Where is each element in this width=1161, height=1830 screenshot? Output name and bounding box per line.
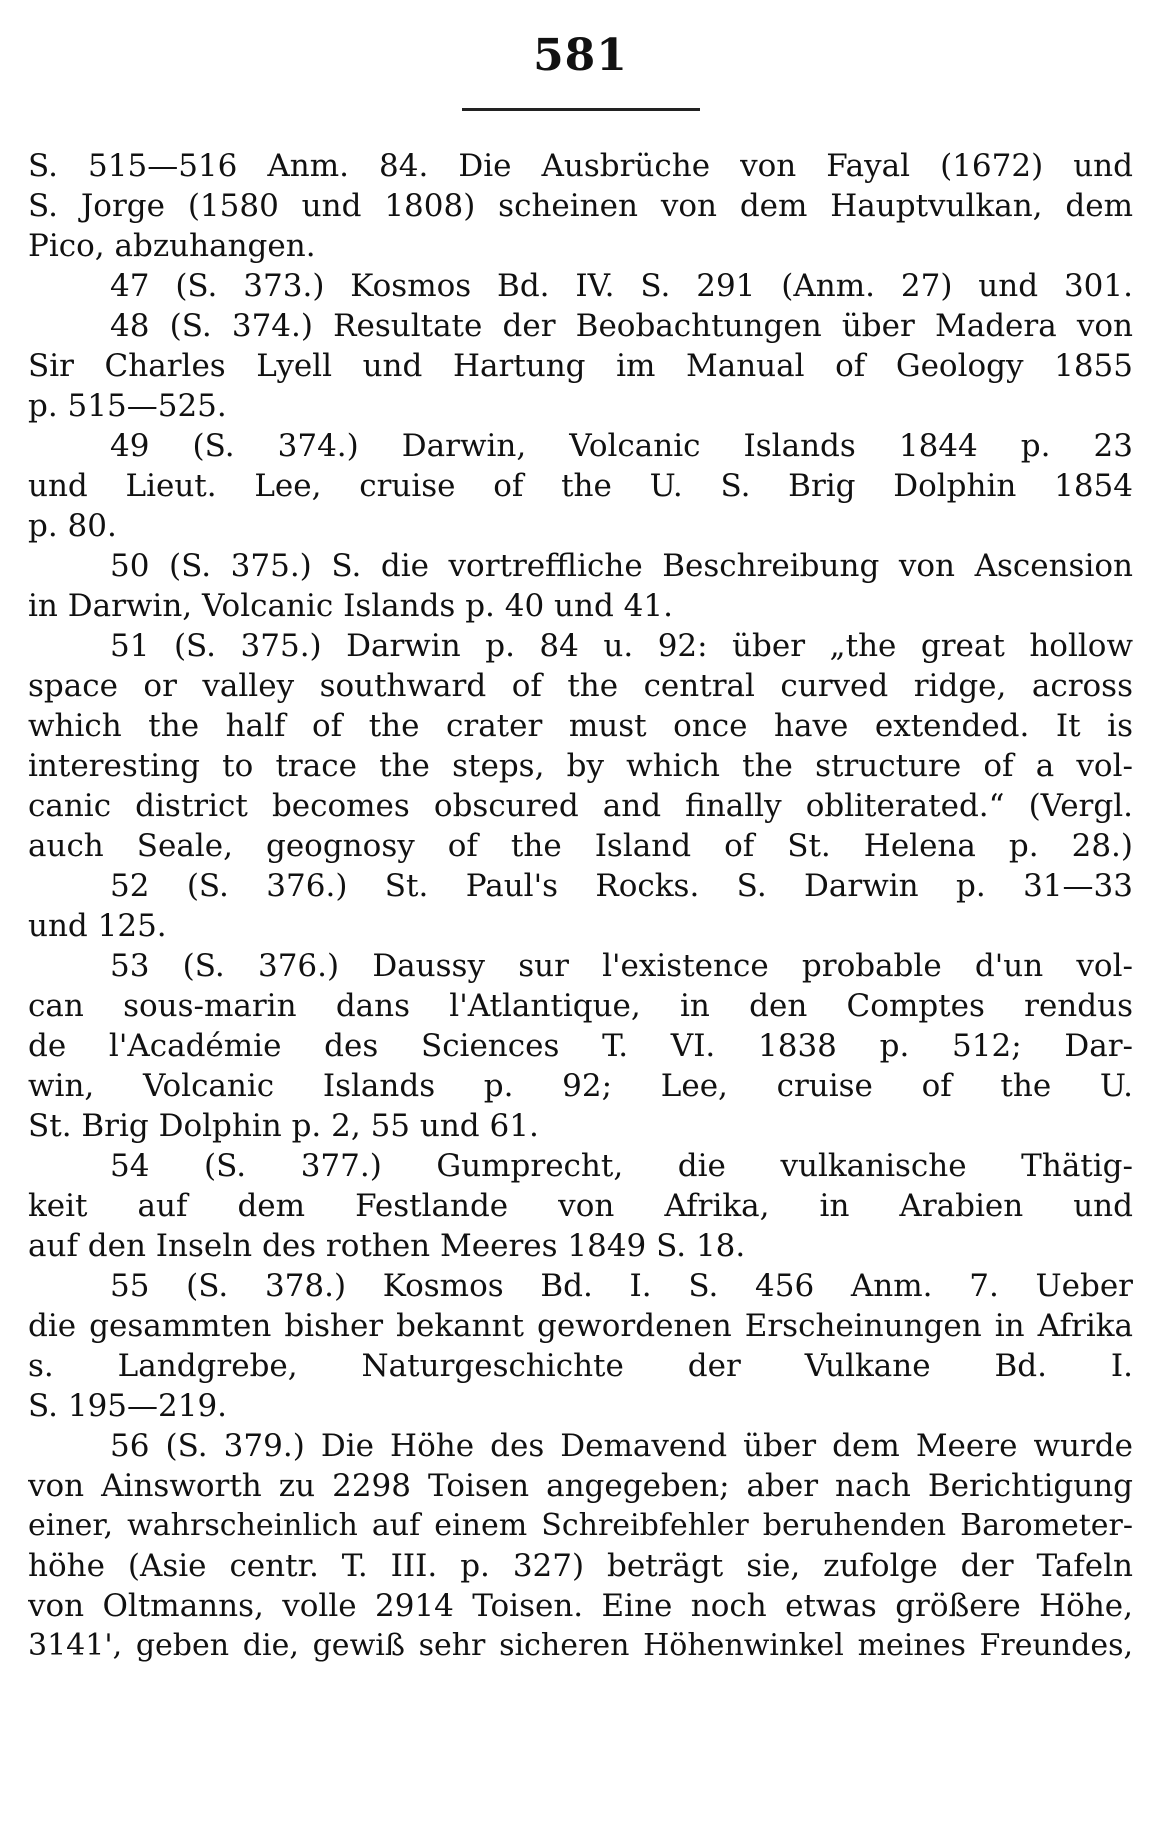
page-number: 581 <box>533 30 628 81</box>
text-line: 47 (S. 373.) Kosmos Bd. IV. S. 291 (Anm. 27) und 301. <box>110 268 1133 304</box>
text-line: und 125. <box>28 908 167 944</box>
text-line: Pico, abzuhangen. <box>28 228 316 264</box>
text-line: keit auf dem Festlande von Afrika, in Arabien und <box>28 1188 1133 1224</box>
text-line: auch Seale, geognosy of the Island of St. Helena p. 28.) <box>28 828 1133 864</box>
text-line: 3141', geben die, gewiß sehr sicheren Höhenwinkel meines Freundes, <box>28 1628 1133 1663</box>
text-line: 54 (S. 377.) Gumprecht, die vulkanische Thätig- <box>110 1148 1133 1184</box>
text-line: 51 (S. 375.) Darwin p. 84 u. 92: über „the great hollow <box>110 628 1133 664</box>
text-line: can sous-marin dans l'Atlantique, in den Comptes rendus <box>28 988 1133 1024</box>
text-line: 56 (S. 379.) Die Höhe des Demavend über dem Meere wurde <box>110 1428 1133 1464</box>
text-line: 49 (S. 374.) Darwin, Volcanic Islands 1844 p. 23 <box>110 428 1133 464</box>
text-line: de l'Académie des Sciences T. VI. 1838 p. 512; Dar- <box>28 1028 1133 1064</box>
text-line: 52 (S. 376.) St. Paul's Rocks. S. Darwin p. 31—33 <box>110 868 1133 904</box>
text-line: p. 80. <box>28 508 117 544</box>
text-line: und Lieut. Lee, cruise of the U. S. Brig Dolphin 1854 <box>28 468 1133 504</box>
text-line: 55 (S. 378.) Kosmos Bd. I. S. 456 Anm. 7. Ueber <box>110 1268 1133 1304</box>
text-line: einer, wahrscheinlich auf einem Schreibfehler beruhenden Barometer- <box>28 1508 1133 1543</box>
footnotes-block <box>28 146 1133 1666</box>
text-line: S. Jorge (1580 und 1808) scheinen von dem Hauptvulkan, dem <box>28 188 1133 224</box>
text-line: höhe (Asie centr. T. III. p. 327) beträgt sie, zufolge der Tafeln <box>28 1548 1133 1584</box>
text-line: die gesammten bisher bekannt gewordenen Erscheinungen in Afrika <box>28 1308 1133 1344</box>
text-line: St. Brig Dolphin p. 2, 55 und 61. <box>28 1108 539 1144</box>
text-line: S. 515—516 Anm. 84. Die Ausbrüche von Fayal (1672) und <box>28 148 1133 184</box>
text-line: 48 (S. 374.) Resultate der Beobachtungen über Madera von <box>110 308 1133 344</box>
text-line: win, Volcanic Islands p. 92; Lee, cruise of the U. <box>28 1068 1133 1104</box>
text-line: Sir Charles Lyell und Hartung im Manual of Geology 1855 <box>28 348 1133 384</box>
text-line: 53 (S. 376.) Daussy sur l'existence probable d'un vol- <box>110 948 1133 984</box>
text-line: canic district becomes obscured and finally obliterated.“ (Vergl. <box>28 788 1133 824</box>
text-line: 50 (S. 375.) S. die vortreffliche Beschreibung von Ascension <box>110 548 1133 584</box>
text-line: von Oltmanns, volle 2914 Toisen. Eine noch etwas größere Höhe, <box>28 1588 1133 1624</box>
text-line: S. 195—219. <box>28 1388 228 1424</box>
text-line: auf den Inseln des rothen Meeres 1849 S. 18. <box>28 1228 746 1264</box>
text-line: p. 515—525. <box>28 388 227 424</box>
text-line: space or valley southward of the central curved ridge, across <box>28 668 1133 704</box>
header-rule <box>462 108 700 111</box>
text-line: in Darwin, Volcanic Islands p. 40 und 41. <box>28 588 673 624</box>
text-line: s. Landgrebe, Naturgeschichte der Vulkane Bd. I. <box>28 1348 1133 1384</box>
text-line: which the half of the crater must once have extended. It is <box>28 708 1133 744</box>
text-line: interesting to trace the steps, by which the structure of a vol- <box>28 748 1133 784</box>
text-line: von Ainsworth zu 2298 Toisen angegeben; aber nach Berichtigung <box>28 1468 1133 1504</box>
